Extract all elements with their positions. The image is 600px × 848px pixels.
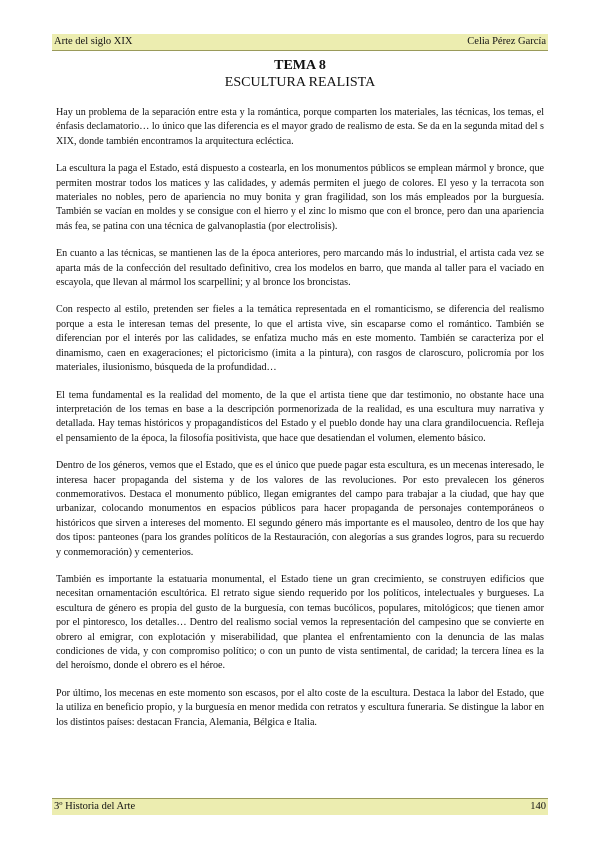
page-subtitle: ESCULTURA REALISTA — [224, 75, 376, 90]
paragraph: También es importante la estatuaria monumental, el Estado tiene un gran crecimiento, se construyen edificios que necesitan ornamentación escultórica. El retrato sigue siendo requerido por los políticos, intelectuales y burgueses. La escultura de género es propia del gusto de la burguesía, con temas bucólicos, populares, mitológicos; que tienen amor por el pintoresco, los detalles… Dentro del realismo social vemos la representación del campesino que se convierte en obrero al emigrar, con explotación y miserabilidad, que plantea el enfrentamiento con la denuncia de las malas condiciones de vida, y con compromiso político; o con un punto de vista sentimental, de caridad; la tercera línea es la del heroísmo, donde el obrero es el héroe. — [56, 573, 544, 672]
paragraph: La escultura la paga el Estado, está dispuesto a costearla, en los monumentos públicos se emplean mármol y bronce, que permiten mostrar todos los matices y las calidades, y además permiten el juego de colores. El yeso y la terracota son materiales no nobles, pero de apariencia no muy bonita y gran fragilidad, son los más empleados por la burguesía. También se vacían en moldes y se consigue con el hierro y el zinc lo mismo que con el bronce, pero dan una apariencia más fea, se patina con una técnica de galvanoplastia (por electrolisis). — [56, 163, 544, 232]
paragraph: Hay un problema de la separación entre esta y la romántica, porque comparten los materiales, las técnicas, los temas, el énfasis declamatorio… lo único que las diferencia es el mayor grado de realismo de esta. Se da en la segunda mitad del s XIX, donde también encontramos la arquitectura ecléctica. — [56, 107, 544, 147]
header-author: Celia Pérez García — [467, 36, 546, 47]
paragraph: Dentro de los géneros, vemos que el Estado, que es el único que puede pagar esta escultura, es un mecenas interesado, le interesa hacer propaganda del sistema y de los valores de las revoluciones. Por esto prevalecen los géneros conmemorativos. Destaca el monumento público, llegan emigrantes del campo para trabajar a la ciudad, que hay que urbanizar, colocando monumentos en espacios públicos para hacer propaganda de personajes contemporáneos o históricos que sirven a intereses del momento. El segundo género más importante es el mausoleo, dentro de los que hay dos tipos: panteones (para los grandes políticos de la Restauración, con alegorías a sus grandes logros, para su recuerdo y conmemoración) y cementerios. — [56, 460, 544, 558]
page-header — [52, 34, 548, 51]
footer-course: 3º Historia del Arte — [54, 801, 136, 812]
paragraph: El tema fundamental es la realidad del momento, de la que el artista tiene que dar testimonio, no obstante hace una interpretación de los temas en base a la descripción pormenorizada de la realidad, es una escultura muy narrativa y detallada. Hay temas históricos y propagandísticos del Estado y el pueblo donde hay una clara grandilocuencia. Refleja el pensamiento de la época, la filosofía positivista, que hace que desatiendan el volumen, elemento básico. — [56, 389, 544, 444]
page-footer — [52, 798, 548, 815]
document-body — [56, 106, 544, 743]
page-number: 140 — [530, 801, 546, 812]
paragraph: Con respecto al estilo, pretenden ser fieles a la temática representada en el romanticismo, se diferencia del realismo porque a esta le interesan temas del presente, lo que el artista vive, sin escaparse como el romántico. También se diferencian por el interés por las calidades, se enfatiza mucho más en este momento. También se caracteriza por el dinamismo, caen en exageraciones; el pictoricismo (imita a la pintura), con rasgos de claroscuro, policromía por los materiales, ilusionismo, búsqueda de la profundidad… — [56, 304, 544, 374]
paragraph: Por último, los mecenas en este momento son escasos, por el alto coste de la escultura. Destaca la labor del Estado, que la utiliza en beneficio propio, y la burguesía en menor medida con retratos y escultura funeraria. Se distingue la labor en los distintos países: destacan Francia, Alemania, Bélgica e Italia. — [56, 687, 544, 728]
paragraph: En cuanto a las técnicas, se mantienen las de la época anteriores, pero marcando más lo industrial, el artista cada vez se aparta más de la confección del resultado definitivo, crea los modelos en barro, que manda al taller para el vaciado en escayola, que llevan al mármol los scarpellini; y al bronce los broncistas. — [56, 248, 544, 289]
header-course: Arte del siglo XIX — [54, 36, 133, 47]
page-title: TEMA 8 — [274, 58, 326, 73]
